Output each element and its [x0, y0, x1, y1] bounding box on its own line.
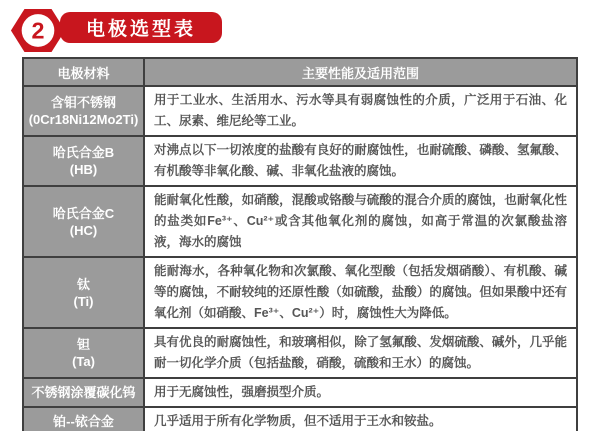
- material-sub: (Ti): [73, 293, 94, 309]
- column-header-performance: 主要性能及适用范围: [144, 58, 577, 86]
- material-cell: [23, 257, 144, 328]
- table-row: [23, 186, 577, 257]
- badge-hexagon-icon: [10, 7, 66, 54]
- material-name: 哈氏合金C: [52, 205, 115, 221]
- table-header-row: [23, 58, 577, 86]
- performance-cell: 能耐海水，各种氧化物和次氯酸、氧化型酸（包括发烟硝酸）、有机酸、碱等的腐蚀，不耐较纯的还原性酸（如硫酸，盐酸）的腐蚀。但如果酸中还有氧化剂（如硝酸、Fe³⁺、Cu²⁺）时，腐蚀性大为降低。: [144, 257, 577, 328]
- page-title: 电极选型表: [60, 12, 222, 43]
- table-row: [23, 86, 577, 136]
- material-name: 不锈钢涂覆碳化钨: [31, 385, 136, 400]
- performance-cell: 能耐氧化性酸，如硝酸，混酸或铬酸与硫酸的混合介质的腐蚀，也耐氧化性的盐类如Fe³⁺、Cu²⁺或含其他氧化剂的腐蚀，如高于常温的次氯酸盐溶液，海水的腐蚀: [144, 186, 577, 257]
- material-sub: (HB): [69, 162, 98, 177]
- material-name: 含钼不锈钢: [50, 95, 116, 110]
- performance-cell: 几乎适用于所有化学物质，但不适用于王水和铵盐。: [144, 407, 577, 431]
- performance-cell: 具有优良的耐腐蚀性，和玻璃相似，除了氢氟酸、发烟硫酸、碱外，几乎能耐一切化学介质（包括盐酸，硝酸，硫酸和王水）的腐蚀。: [144, 328, 577, 378]
- electrode-table-container: [22, 57, 578, 431]
- performance-cell: 对沸点以下一切浓度的盐酸有良好的耐腐蚀性，也耐硫酸、磷酸、氢氟酸、有机酸等非氧化酸、碱、非氧化盐液的腐蚀。: [144, 136, 577, 186]
- badge-number: 2: [31, 17, 45, 44]
- material-name: 哈氏合金B: [52, 145, 115, 160]
- material-cell: [23, 86, 144, 136]
- material-sub: (Ta): [72, 354, 95, 369]
- material-name: 铂--铱合金: [53, 414, 114, 429]
- performance-cell: 用于工业水、生活用水、污水等具有弱腐蚀性的介质，广泛用于石油、化工、尿素、维尼纶等工业。: [144, 86, 577, 136]
- material-cell: [23, 328, 144, 378]
- electrode-selection-table: [22, 57, 578, 431]
- material-cell: [23, 407, 144, 431]
- material-cell: [23, 378, 144, 407]
- material-sub: (0Cr18Ni12Mo2Ti): [28, 112, 139, 127]
- table-row: [23, 328, 577, 378]
- material-cell: [23, 136, 144, 186]
- material-cell: [23, 186, 144, 257]
- material-name: 钛: [76, 276, 90, 292]
- table-row: [23, 136, 577, 186]
- table-row: [23, 257, 577, 328]
- column-header-material: 电极材料: [23, 58, 144, 86]
- table-row: [23, 407, 577, 431]
- table-row: [23, 378, 577, 407]
- material-name: 钽: [76, 337, 90, 352]
- material-sub: (HC): [69, 222, 98, 238]
- performance-cell: 用于无腐蚀性，强磨损型介质。: [144, 378, 577, 407]
